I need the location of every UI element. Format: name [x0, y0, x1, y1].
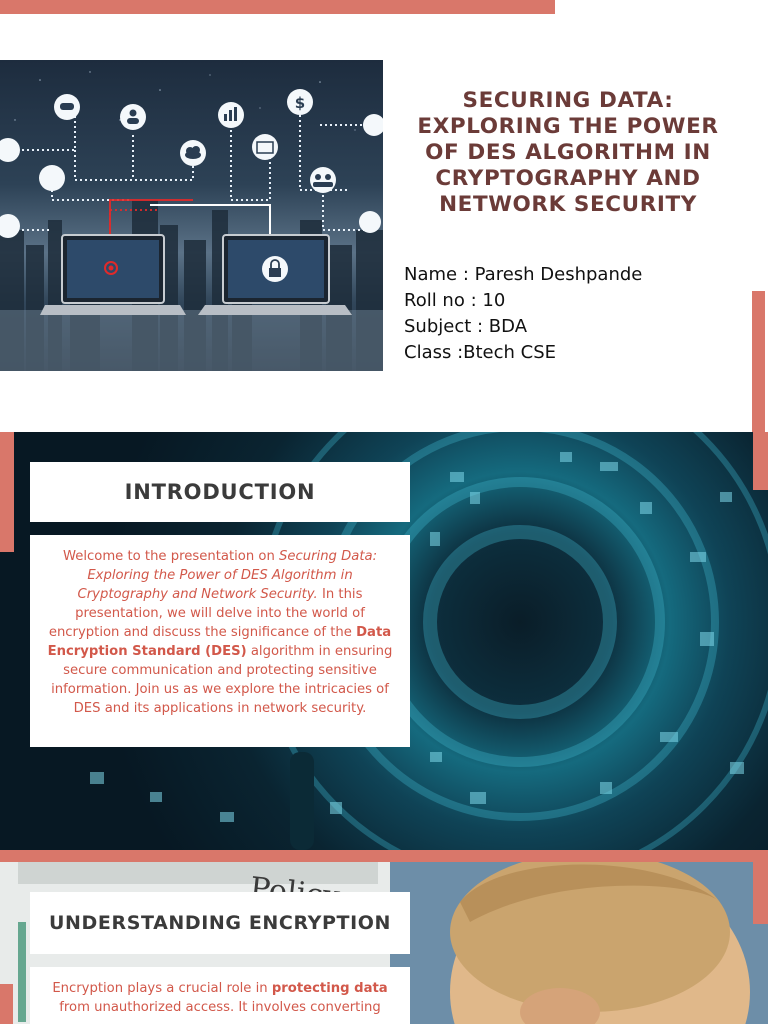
presenter-info — [404, 262, 642, 366]
search-icon — [363, 114, 383, 136]
slide-title: SECURING DATA: EXPLORING THE POWER OF DES ALGORITHM IN CRYPTOGRAPHY AND NETWORK SECURITY — [417, 88, 719, 217]
introduction-heading: INTRODUCTION — [124, 480, 316, 504]
encryption-heading: UNDERSTANDING ENCRYPTION — [48, 912, 392, 934]
network-security-illustration — [0, 60, 383, 371]
introduction-heading-card — [30, 462, 410, 522]
intro-text-bold: Data Encryption Standard (DES) — [47, 625, 392, 659]
introduction-body-card — [30, 535, 410, 747]
enc-text-2: from unauthorized access. It involves converting — [59, 1000, 381, 1015]
encryption-body-card — [30, 967, 410, 1024]
right-accent-bar-3 — [753, 862, 768, 924]
presenter-name: Name : Paresh Deshpande — [404, 264, 643, 285]
encryption-heading-card — [30, 892, 410, 954]
enc-text-bold: protecting data — [271, 981, 388, 996]
intro-text-2: In this presentation, we will delve into the world of encryption and discuss the significance of the — [48, 587, 365, 640]
intro-text-italic: Securing Data: Exploring the Power of DES Algorithm in Cryptography and Network Security. — [77, 549, 378, 602]
top-accent-bar — [0, 0, 555, 14]
right-accent-bar — [752, 291, 765, 432]
right-accent-bar-2 — [753, 432, 768, 490]
intro-text-3: algorithm in ensuring secure communication and protecting sensitive information. Join us as we explore the intricacies of DES and its applications in network security. — [51, 644, 393, 716]
lock-icon — [269, 268, 281, 277]
wifi-icon — [0, 138, 20, 162]
left-accent-bar-3 — [0, 984, 13, 1024]
mail-icon — [252, 134, 278, 160]
subject: Subject : BDA — [404, 316, 528, 337]
group-icon — [310, 167, 336, 193]
network-icon — [39, 165, 65, 191]
user-icon — [120, 104, 146, 130]
location-icon — [359, 211, 381, 233]
intro-text-1: Welcome to the presentation on — [62, 549, 280, 564]
left-accent-bar — [0, 432, 14, 552]
svg-text:$: $ — [294, 94, 306, 112]
enc-text-1: Encryption plays a crucial role in — [52, 981, 272, 996]
class-info: Class :Btech CSE — [404, 342, 557, 363]
roll-number: Roll no : 10 — [404, 290, 506, 311]
slide-divider-bar — [0, 850, 768, 862]
